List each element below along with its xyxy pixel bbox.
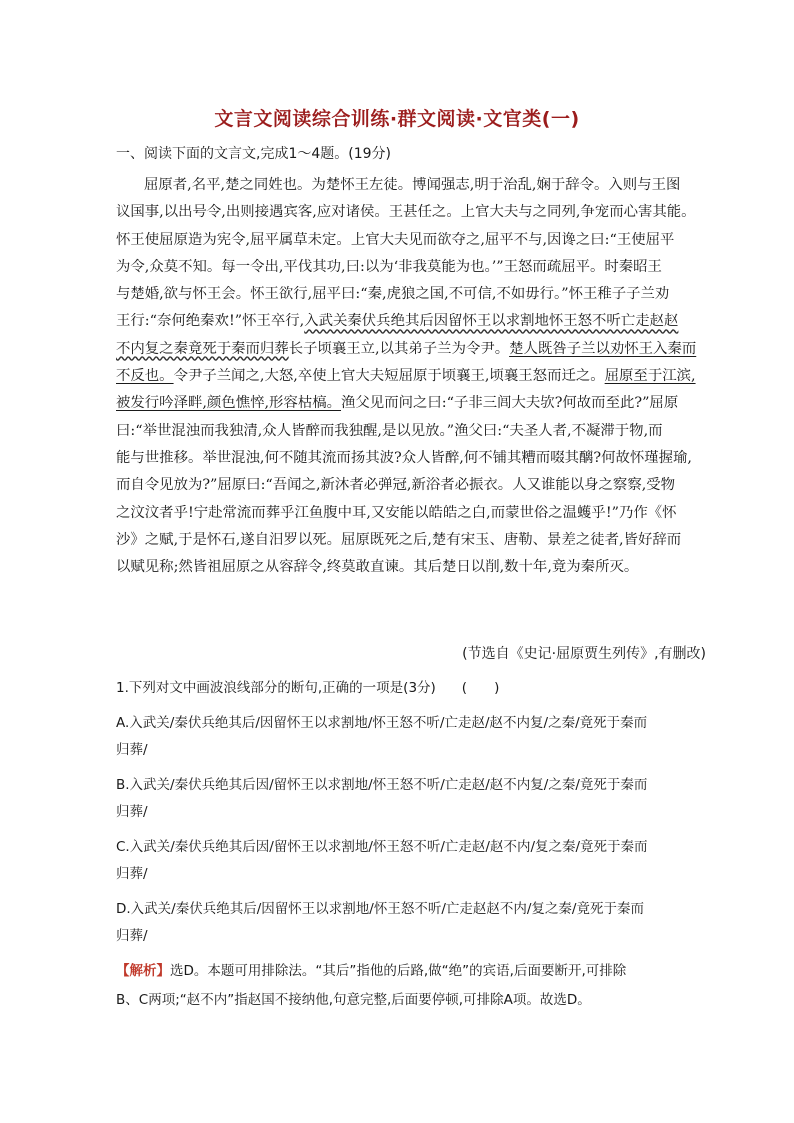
passage-line: 而自令见放为?”屈原曰:“吾闻之,新沐者必弹冠,新浴者必振衣。人又谁能以身之察察,受物 (116, 477, 676, 494)
option-d-line2: 归葬/ (116, 928, 148, 944)
underlined-sentence: 不反也。 (116, 368, 174, 385)
question-stem: 1.下列对文中画波浪线部分的断句,正确的一项是(3分) ( ) (116, 676, 499, 696)
passage-line: 之汶汶者乎!宁赴常流而葬乎江鱼腹中耳,又安能以皓皓之白,而蒙世俗之温蠖乎!”乃作《怀 (116, 504, 677, 521)
passage-line: 能与世推移。举世混浊,何不随其流而扬其波?众人皆醉,何不铺其糟而啜其醨?何故怀瑾握瑜, (116, 449, 693, 466)
option-b-line1: B.入武关/秦伏兵绝其后因/留怀王以求割地/怀王怒不听/亡走赵/赵不内复/之秦/竟死于秦而 (116, 777, 648, 793)
passage-line: 与楚婚,欲与怀王会。怀王欲行,屈平曰:“秦,虎狼之国,不可信,不如毋行。”怀王稚子子兰劝 (116, 286, 670, 303)
option-a-line1: A.入武关/秦伏兵绝其后/因留怀王以求割地/怀王怒不听/亡走赵/赵不内复/之秦/竟死于秦而 (116, 715, 648, 731)
underlined-sentence: 楚人既咎子兰以劝怀王入秦而 (509, 340, 697, 357)
analysis-tag: 【解析】 (116, 963, 170, 979)
option-c-line1: C.入武关/秦伏兵绝其后因/留怀王以求割地/怀王怒不听/亡走赵/赵不内/复之秦/竟死于秦而 (116, 839, 648, 855)
option-d-line1: D.入武关/秦伏兵绝其后/因留怀王以求割地/怀王怒不听/亡走赵赵不内/复之秦/竟死于秦而 (116, 901, 644, 917)
underlined-sentence: 屈原至于江滨, (604, 368, 696, 385)
passage-line: 以赋见称;然皆祖屈原之从容辞令,终莫敢直谏。其后楚日以削,数十年,竟为秦所灭。 (116, 559, 639, 576)
passage-line: 屈原者,名平,楚之同姓也。为楚怀王左徒。博闻强志,明于治乱,娴于辞令。入则与王图 (144, 177, 681, 193)
passage-line: 议国事,以出号令,出则接遇宾客,应对诸侯。王甚任之。上官大夫与之同列,争宠而心害其能。 (116, 204, 696, 221)
classical-passage (116, 172, 696, 581)
wavy-underlined-text: 入武关秦伏兵绝其后因留怀王以求割地怀王怒不听亡走赵赵 (304, 313, 679, 330)
wavy-underlined-text: 不内复之秦竟死于秦而归葬 (116, 340, 289, 357)
section-heading: 一、阅读下面的文言文,完成1～4题。(19分) (116, 146, 392, 162)
source-citation: (节选自《史记·屈原贾生列传》,有删改) (462, 646, 706, 662)
underlined-sentence: 被发行吟泽畔,颜色憔悴,形容枯槁。 (116, 395, 342, 412)
page-title: 文言文阅读综合训练·群文阅读·文官类(一) (214, 108, 580, 130)
passage-line: 王行:“奈何绝秦欢!”怀王卒行,入武关秦伏兵绝其后因留怀王以求割地怀王怒不听亡走赵赵 (116, 313, 679, 330)
analysis-line1: 【解析】选D。本题可用排除法。“其后”指他的后路,做“绝”的宾语,后面要断开,可排除 (116, 963, 627, 979)
passage-line: 沙》之赋,于是怀石,遂自汨罗以死。屈原既死之后,楚有宋玉、唐勒、景差之徒者,皆好辞而 (116, 531, 682, 548)
passage-line: 不内复之秦竟死于秦而归葬长子顷襄王立,以其弟子兰为令尹。楚人既咎子兰以劝怀王入秦而 (116, 340, 697, 357)
option-a-line2: 归葬/ (116, 742, 148, 758)
analysis-line2: B、C两项;“赵不内”指赵国不接纳他,句意完整,后面要停顿,可排除A项。故选D。 (116, 992, 591, 1008)
passage-line: 不反也。令尹子兰闻之,大怒,卒使上官大夫短屈原于顷襄王,顷襄王怒而迁之。屈原至于江滨, (116, 368, 696, 385)
option-b-line2: 归葬/ (116, 804, 148, 820)
option-c-line2: 归葬/ (116, 866, 148, 882)
passage-line: 为令,众莫不知。每一令出,平伐其功,曰:以为‘非我莫能为也。’”王怒而疏屈平。时秦昭王 (116, 258, 662, 275)
passage-line: 曰:“举世混浊而我独清,众人皆醉而我独醒,是以见放。”渔父曰:“夫圣人者,不凝滞于物,而 (116, 422, 663, 439)
answer-bracket: ( ) (461, 680, 500, 696)
passage-line: 被发行吟泽畔,颜色憔悴,形容枯槁。渔父见而问之曰:“子非三闾大夫欤?何故而至此?”屈原 (116, 395, 679, 412)
passage-line: 怀王使屈原造为宪令,屈平属草未定。上官大夫见而欲夺之,屈平不与,因谗之曰:“王使屈平 (116, 231, 675, 248)
